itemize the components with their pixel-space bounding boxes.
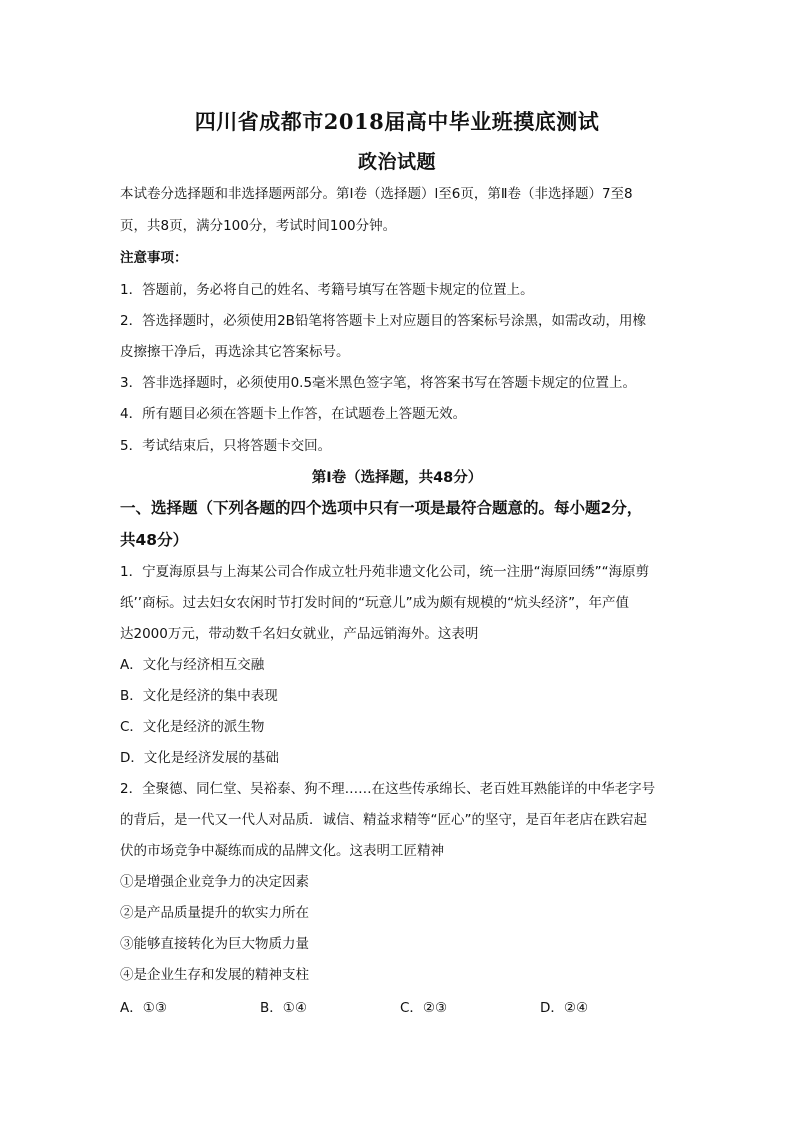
question-1-line: 纸’’商标。过去妇女农闲时节打发时间的“玩意儿”成为颇有规模的“炕头经济”，年产值 <box>120 595 630 611</box>
section-heading-line-2: 共48分） <box>120 531 189 549</box>
exam-title: 四川省成都市2018届高中毕业班摸底测试 <box>194 109 600 134</box>
question-2-statement: ③能够直接转化为巨大物质力量 <box>120 936 309 952</box>
note-item: 1．答题前，务必将自己的姓名、考籍号填写在答题卡规定的位置上。 <box>120 282 534 298</box>
question-2-option-d: D．②④ <box>540 1000 589 1016</box>
notes-heading: 注意事项： <box>120 250 188 266</box>
intro-line-2: 页，共8页，满分100分，考试时间100分钟。 <box>120 218 397 234</box>
section-heading-line-1: 一、选择题（下列各题的四个选项中只有一项是最符合题意的。每小题2分， <box>120 499 643 517</box>
note-item: 5．考试结束后，只将答题卡交回。 <box>120 438 332 454</box>
question-2-line: 2．全聚德、同仁堂、吴裕泰、狗不理……在这些传承绵长、老百姓耳熟能详的中华老字号 <box>120 781 656 797</box>
note-item: 3．答非选择题时，必须使用0.5毫米黑色签字笔，将答案书写在答题卡规定的位置上。 <box>120 375 637 391</box>
question-2-line: 的背后，是一代又一代人对品质．诚信、精益求精等“匠心”的坚守，是百年老店在跌宕起 <box>120 812 647 828</box>
question-1-option-c: C．文化是经济的派生物 <box>120 719 265 735</box>
question-2-option-c: C．②③ <box>400 1000 448 1016</box>
question-1-option-d: D．文化是经济发展的基础 <box>120 750 279 766</box>
note-item: 2．答选择题时，必须使用2B铅笔将答题卡上对应题目的答案标号涂黑，如需改动，用橡 <box>120 313 646 329</box>
question-1-option-b: B．文化是经济的集中表现 <box>120 688 278 704</box>
question-1-line: 1．宁夏海原县与上海某公司合作成立牡丹苑非遗文化公司，统一注册“海原回绣”“海原剪 <box>120 564 650 580</box>
question-2-option-a: A．①③ <box>120 1000 167 1016</box>
question-2-statement: ②是产品质量提升的软实力所在 <box>120 905 309 921</box>
question-2-options <box>120 996 680 1018</box>
question-2-option-b: B．①④ <box>260 1000 307 1016</box>
exam-subtitle: 政治试题 <box>357 151 436 173</box>
note-item: 皮擦擦干净后，再选涂其它答案标号。 <box>120 344 350 360</box>
question-2-statement: ④是企业生存和发展的精神支柱 <box>120 967 309 983</box>
intro-line-1: 本试卷分选择题和非选择题两部分。第Ⅰ卷（选择题）l至6页，第Ⅱ卷（非选择题）7至8 <box>120 186 633 202</box>
question-1-option-a: A．文化与经济相互交融 <box>120 657 265 673</box>
note-item: 4．所有题目必须在答题卡上作答，在试题卷上答题无效。 <box>120 406 467 422</box>
question-2-statement: ①是增强企业竞争力的决定因素 <box>120 874 309 890</box>
part1-heading: 第Ⅰ卷（选择题，共48分） <box>311 470 483 486</box>
question-1-line: 达2000万元，带动数千名妇女就业，产品远销海外。这表明 <box>120 626 479 642</box>
question-2-line: 伏的市场竞争中凝练而成的品牌文化。这表明工匠精神 <box>120 843 444 859</box>
